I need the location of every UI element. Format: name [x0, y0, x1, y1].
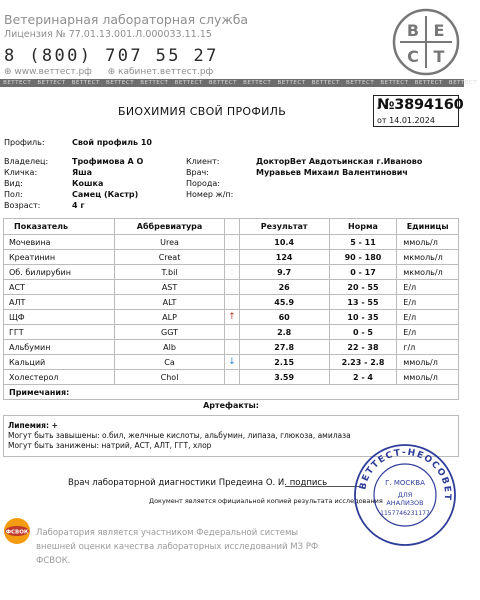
document-number: №3894160 — [377, 97, 464, 113]
unit: Е/л — [397, 325, 459, 340]
result-value: 2.15 — [239, 355, 329, 370]
abbreviation: Alb — [115, 340, 225, 355]
norm-range: 22 - 38 — [329, 340, 397, 355]
flag-arrow: ↓ — [225, 355, 240, 370]
website-links — [4, 67, 213, 77]
document-number-box — [373, 95, 464, 127]
official-copy-disclaimer: Документ является официальной копией результата исследования — [149, 497, 383, 505]
abbreviation: ALP — [115, 310, 225, 325]
norm-range: 2.23 - 2.8 — [329, 355, 397, 370]
parameter-name: Мочевина — [4, 235, 115, 250]
table-row — [4, 280, 459, 295]
table-row — [4, 325, 459, 340]
flag-arrow — [225, 340, 240, 355]
table-row — [4, 340, 459, 355]
flag-arrow — [225, 265, 240, 280]
abbreviation: Chol — [115, 370, 225, 385]
remarks-row — [4, 385, 459, 400]
nickname-label: Кличка: — [4, 168, 38, 177]
species-value: Кошка — [72, 179, 104, 188]
stripe-word: ВЕТТЕСТ — [105, 80, 135, 86]
abbreviation: Urea — [115, 235, 225, 250]
flag-arrow — [225, 280, 240, 295]
norm-range: 2 - 4 — [329, 370, 397, 385]
abbreviation: T.bil — [115, 265, 225, 280]
stripe-word: ВЕТТЕСТ — [414, 80, 443, 86]
stamp-ring: ВЕТТЕСТ-НЕОСОВЕТ — [358, 447, 453, 502]
norm-range: 0 - 5 — [329, 325, 397, 340]
table-row — [4, 355, 459, 370]
stripe-word: ВЕТТЕСТ — [37, 80, 66, 86]
abbreviation: Ca — [115, 355, 225, 370]
breed-label: Порода: — [186, 179, 221, 188]
logo-letter: Е — [433, 21, 445, 40]
logo-letter: С — [407, 47, 419, 66]
remarks-label: Примечания: — [4, 385, 459, 400]
result-value: 60 — [239, 310, 329, 325]
client-label: Клиент: — [186, 157, 220, 166]
parameter-name: Об. билирубин — [4, 265, 115, 280]
result-value: 45.9 — [239, 295, 329, 310]
stripe-word: ВЕТТЕСТ — [3, 80, 32, 86]
stripe-word: ВЕТТЕСТ — [243, 80, 272, 86]
stamp-city: Г. МОСКВА — [385, 479, 425, 487]
result-value: 27.8 — [239, 340, 329, 355]
nickname-value: Яша — [72, 168, 93, 177]
parameter-name: АЛТ — [4, 295, 115, 310]
result-value: 9.7 — [239, 265, 329, 280]
abbreviation: AST — [115, 280, 225, 295]
parameter-name: Креатинин — [4, 250, 115, 265]
flag-arrow — [225, 370, 240, 385]
logo-letter: Т — [433, 47, 445, 66]
col-header-abbreviation: Аббревиатура — [115, 219, 225, 235]
col-header-units: Единицы — [397, 219, 459, 235]
table-row — [4, 250, 459, 265]
phone-number: 8 (800) 707 55 27 — [4, 46, 219, 66]
stripe-word: ВЕТТЕСТ — [380, 80, 409, 86]
increased-note: Могут быть завышены: о.бил, желчные кислоты, альбумин, липаза, глюкоза, амилаза — [8, 431, 351, 440]
unit: ммоль/л — [397, 235, 459, 250]
flag-arrow — [225, 325, 240, 340]
doctor-label: Врач: — [186, 168, 209, 177]
unit: Е/л — [397, 295, 459, 310]
col-header-parameter: Показатель — [4, 219, 115, 235]
stamp-n1: ДЛЯ — [397, 491, 413, 499]
abbreviation: ALT — [115, 295, 225, 310]
stripe-word: ВЕТТЕСТ — [140, 80, 169, 86]
stripe-word: ВЕТТЕСТ — [448, 80, 478, 86]
profile-label: Профиль: — [4, 138, 45, 147]
stripe-word: ВЕТТЕСТ — [71, 80, 100, 86]
table-row — [4, 370, 459, 385]
decreased-note: Могут быть занижены: натрий, АСТ, АЛТ, ГГТ, хлор — [8, 441, 212, 450]
result-value: 2.8 — [239, 325, 329, 340]
parameter-name: АСТ — [4, 280, 115, 295]
fsvok-logo — [3, 517, 31, 545]
col-header-flag — [225, 219, 240, 235]
stripe-word: ВЕТТЕСТ — [174, 80, 203, 86]
result-value: 3.59 — [239, 370, 329, 385]
norm-range: 0 - 17 — [329, 265, 397, 280]
stamp-n2: АНАЛИЗОВ — [386, 499, 424, 507]
norm-range: 90 - 180 — [329, 250, 397, 265]
parameter-name: ГГТ — [4, 325, 115, 340]
lipemia-note: Липемия: + — [8, 421, 58, 430]
globe-icon: ⊕ — [4, 67, 12, 77]
table-header-row — [4, 219, 459, 235]
norm-range: 20 - 55 — [329, 280, 397, 295]
fsvok-text: ФСВОК — [5, 529, 29, 536]
stripe-word: ВЕТТЕСТ — [277, 80, 306, 86]
age-value: 4 г — [72, 201, 85, 210]
unit: ммоль/л — [397, 355, 459, 370]
abbreviation: GGT — [115, 325, 225, 340]
abbreviation: Creat — [115, 250, 225, 265]
col-header-norm: Норма — [329, 219, 397, 235]
eqa-statement: Лаборатория является участником Федеральной системы внешней оценки качества лабораторных исследований МЗ РФ ФСВОК. — [36, 528, 319, 566]
website-link[interactable]: www.веттест.рф — [14, 67, 92, 77]
document-date: от 14.01.2024 — [377, 116, 435, 125]
vettest-logo — [392, 8, 460, 76]
table-row — [4, 295, 459, 310]
license-number: Лицензия № 77.01.13.001.Л.000033.11.15 — [4, 29, 212, 40]
unit: мкмоль/л — [397, 250, 459, 265]
stripe-word: ВЕТТЕСТ — [208, 80, 237, 86]
col-header-result: Результат — [239, 219, 329, 235]
doctor-value: Муравьев Михаил Валентинович — [256, 168, 408, 177]
flag-arrow: ↑ — [225, 310, 240, 325]
parameter-name: Холестерол — [4, 370, 115, 385]
flag-arrow — [225, 250, 240, 265]
flag-arrow — [225, 295, 240, 310]
sex-label: Пол: — [4, 190, 23, 199]
norm-range: 13 - 55 — [329, 295, 397, 310]
result-value: 26 — [239, 280, 329, 295]
document-title: БИОХИМИЯ СВОЙ ПРОФИЛЬ — [118, 105, 287, 118]
signature-line-text: Врач лабораторной диагностики Предеина О. И. подпись — [68, 478, 328, 488]
norm-range: 10 - 35 — [329, 310, 397, 325]
unit: Е/л — [397, 280, 459, 295]
artifacts-title: Артефакты: — [203, 401, 259, 410]
cabinet-icon: ⊕ — [107, 67, 116, 77]
unit: Е/л — [397, 310, 459, 325]
logo-letter: В — [406, 21, 420, 40]
table-row — [4, 235, 459, 250]
brand-stripe — [0, 79, 478, 87]
results-table — [3, 218, 459, 400]
client-value: ДокторВет Авдотьинская г.Иваново — [256, 157, 423, 166]
parameter-name: Альбумин — [4, 340, 115, 355]
table-row — [4, 310, 459, 325]
result-value: 124 — [239, 250, 329, 265]
unit: г/л — [397, 340, 459, 355]
stripe-word: ВЕТТЕСТ — [346, 80, 375, 86]
age-label: Возраст: — [4, 201, 41, 210]
lab-stamp — [353, 443, 457, 547]
stamp-ogrn: 1157746231177 — [380, 510, 430, 517]
unit: ммоль/л — [397, 370, 459, 385]
cabinet-link[interactable]: кабинет.веттест.рф — [118, 67, 214, 77]
owner-label: Владелец: — [4, 157, 49, 166]
stripe-word: ВЕТТЕСТ — [311, 80, 340, 86]
owner-value: Трофимова А О — [72, 157, 144, 166]
species-label: Вид: — [4, 179, 23, 188]
unit: мкмоль/л — [397, 265, 459, 280]
norm-range: 5 - 11 — [329, 235, 397, 250]
lab-name: Ветеринарная лабораторная служба — [4, 12, 249, 27]
flag-arrow — [225, 235, 240, 250]
sex-value: Самец (Кастр) — [72, 190, 139, 199]
profile-value: Свой профиль 10 — [72, 138, 152, 147]
chip-label: Номер ж/п: — [186, 190, 234, 199]
parameter-name: ЩФ — [4, 310, 115, 325]
table-row — [4, 265, 459, 280]
signature-line — [285, 486, 360, 487]
parameter-name: Кальций — [4, 355, 115, 370]
result-value: 10.4 — [239, 235, 329, 250]
